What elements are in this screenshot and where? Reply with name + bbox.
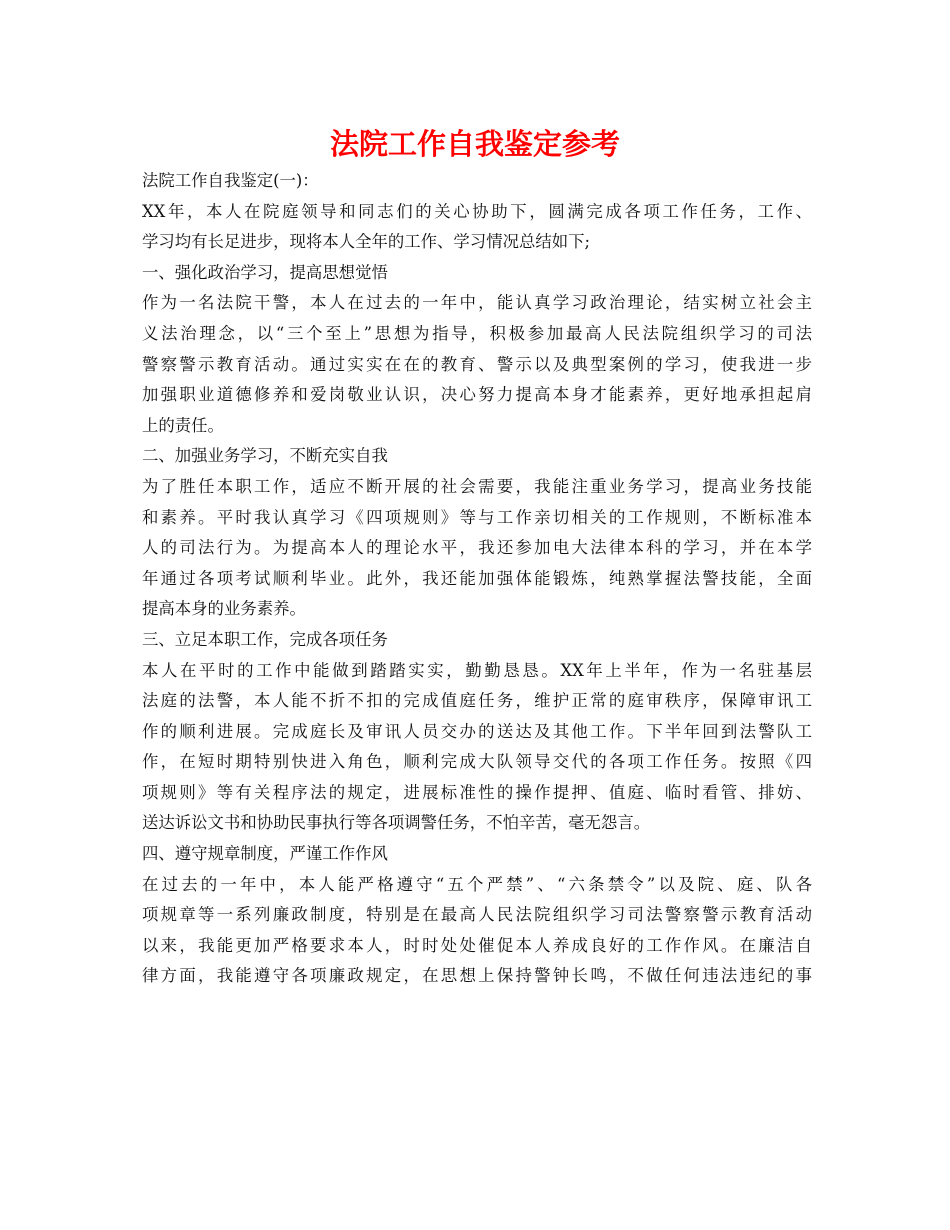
body-line: 项规则》等有关程序法的规定，进展标准性的操作提押、值庭、临时看管、排妨、 <box>142 782 812 802</box>
body-line: 提高本身的业务素养。 <box>142 599 306 619</box>
body-line: 为了胜任本职工作，适应不断开展的社会需要，我能注重业务学习，提高业务技能 <box>142 476 812 496</box>
body-line: 义法治理念，以“三个至上”思想为指导，积极参加最高人民法院组织学习的司法 <box>142 323 812 343</box>
body-line: 送达诉讼文书和协助民事执行等各项调警任务，不怕辛苦，毫无怨言。 <box>142 813 651 833</box>
body-line: 项规章等一系列廉政制度，特别是在最高人民法院组织学习司法警察警示教育活动 <box>142 905 812 925</box>
body-line: 学习均有长足进步，现将本人全年的工作、学习情况总结如下; <box>142 232 591 252</box>
body-line: 本人在平时的工作中能做到踏踏实实，勤勤恳恳。XX年上半年，作为一名驻基层 <box>142 660 812 680</box>
body-line: 律方面，我能遵守各项廉政规定，在思想上保持警钟长鸣，不做任何违法违纪的事 <box>142 966 812 986</box>
document-body <box>142 166 812 992</box>
body-line: 四、遵守规章制度，严谨工作作风 <box>142 844 388 864</box>
body-line: 年通过各项考试顺利毕业。此外，我还能加强体能锻炼，纯熟掌握法警技能，全面 <box>142 568 812 588</box>
body-line: 在过去的一年中，本人能严格遵守“五个严禁”、“六条禁令”以及院、庭、队各 <box>142 874 812 894</box>
body-line: 作的顺利进展。完成庭长及审讯人员交办的送达及其他工作。下半年回到法警队工 <box>142 721 812 741</box>
body-line: 作，在短时期特别快进入角色，顺利完成大队领导交代的各项工作任务。按照《四 <box>142 752 812 772</box>
body-line: 警察警示教育活动。通过实实在在的教育、警示以及典型案例的学习，使我进一步 <box>142 354 812 374</box>
body-line: 法院工作自我鉴定(一)： <box>142 171 319 190</box>
body-line: 作为一名法院干警，本人在过去的一年中，能认真学习政治理论，结实树立社会主 <box>142 293 812 313</box>
body-line: XX年，本人在院庭领导和同志们的关心协助下，圆满完成各项工作任务，工作、 <box>142 201 812 221</box>
body-line: 加强职业道德修养和爱岗敬业认识，决心努力提高本身才能素养，更好地承担起肩 <box>142 385 812 405</box>
body-line: 一、强化政治学习，提高思想觉悟 <box>142 262 388 282</box>
body-line: 和素养。平时我认真学习《四项规则》等与工作亲切相关的工作规则，不断标准本 <box>142 507 812 527</box>
body-line: 以来，我能更加严格要求本人，时时处处催促本人养成良好的工作作风。在廉洁自 <box>142 935 812 955</box>
body-line: 三、立足本职工作，完成各项任务 <box>142 629 388 649</box>
document-title: 法院工作自我鉴定参考 <box>329 127 620 161</box>
body-line: 上的责任。 <box>142 415 224 435</box>
body-line: 二、加强业务学习，不断充实自我 <box>142 446 388 466</box>
body-line: 人的司法行为。为提高本人的理论水平，我还参加电大法律本科的学习，并在本学 <box>142 538 812 558</box>
body-line: 法庭的法警，本人能不折不扣的完成值庭任务，维护正常的庭审秩序，保障审讯工 <box>142 691 812 711</box>
